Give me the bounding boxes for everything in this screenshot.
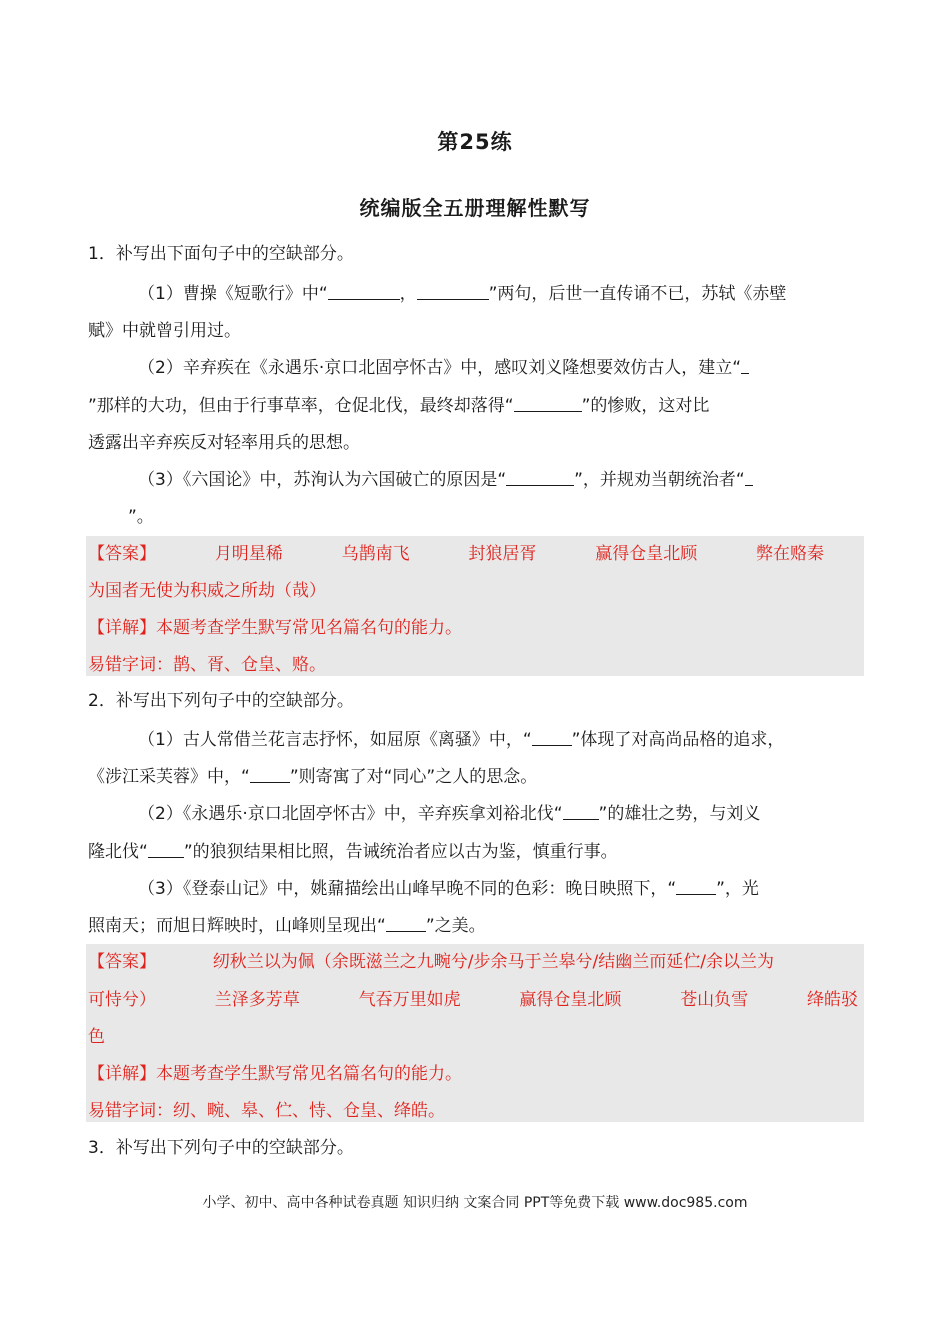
q2-sub1-text-c: 《涉江采芙蓉》中，“ (88, 767, 250, 787)
answer-blank[interactable] (148, 841, 184, 858)
answer-blank[interactable] (532, 729, 572, 746)
q2-answer-line3: 色 (88, 1027, 105, 1047)
answer-item: 苍山负雪 (680, 990, 749, 1010)
q1-sub3-line1 (138, 469, 753, 491)
q2-sub1-text-d: ”则寄寓了对“同心”之人的思念。 (289, 767, 538, 787)
q2-sub2-text-d: ”的狼狈结果相比照，告诫统治者应以古为鉴，慎重行事。 (183, 842, 618, 862)
q1-sub1-text-b: ”两句，后世一直传诵不已，苏轼《赤壁 (488, 284, 787, 304)
answer-blank[interactable] (563, 803, 599, 820)
answer-blank[interactable] (417, 283, 489, 300)
page-subtitle: 统编版全五册理解性默写 (359, 196, 591, 220)
q1-sub1-comma: ， (399, 284, 417, 304)
page-footer: 小学、初中、高中各种试卷真题 知识归纳 文案合同 PPT等免费下载 www.doc985.com (202, 1195, 748, 1211)
answer-item: 月明星稀 (214, 544, 283, 564)
answer-item: 兰泽多芳草 (214, 990, 300, 1010)
q1-sub2-line3: 透露出辛弃疾反对轻率用兵的思想。 (88, 433, 360, 453)
q1-sub2-text-c: ”的惨败，这对比 (581, 396, 710, 416)
q2-sub2-line2 (88, 841, 618, 863)
answer-item: 弊在赂秦 (756, 544, 825, 564)
q2-sub3-line1 (138, 878, 759, 900)
q1-sub3-text-a: （3）《六国论》中，苏洵认为六国破亡的原因是“ (138, 470, 507, 490)
q2-sub2-text-c: 隆北伐“ (88, 842, 148, 862)
q1-sub2-text-a: （2）辛弃疾在《永遇乐·京口北固亭怀古》中，感叹刘义隆想要效仿古人，建立“ (138, 358, 742, 378)
answer-blank[interactable] (514, 395, 582, 412)
answer-item: 纫秋兰以为佩（余既滋兰之九畹兮/步余马于兰皋兮/结幽兰而延伫/余以兰为 (212, 952, 774, 972)
answer-item: 乌鹊南飞 (341, 544, 410, 564)
q1-sub2-line2 (88, 395, 709, 417)
q1-stem: 1．补写出下面句子中的空缺部分。 (88, 244, 354, 264)
answer-item: 绛皓驳 (806, 990, 858, 1010)
q1-sub1-line1 (138, 283, 786, 305)
page-title: 第25练 (437, 130, 513, 154)
q1-answer-line2: 为国者无使为积威之所劫（哉） (88, 581, 326, 601)
q1-typos: 易错字词：鹊、胥、仓皇、赂。 (88, 655, 326, 675)
q2-sub1-line1 (138, 729, 784, 751)
q1-sub3-line2: ”。 (128, 507, 154, 527)
q1-sub1-text-a: （1）曹操《短歌行》中“ (138, 284, 328, 304)
q2-sub1-text-a: （1）古人常借兰花言志抒怀，如屈原《离骚》中，“ (138, 730, 532, 750)
q2-sub1-line2 (88, 766, 537, 788)
q2-sub2-text-b: ”的雄壮之势，与刘义 (598, 804, 761, 824)
answer-blank[interactable] (741, 357, 749, 374)
answer-blank[interactable] (676, 878, 716, 895)
answer-label: 【答案】 (88, 544, 156, 564)
q2-sub3-text-d: ”之美。 (425, 916, 486, 936)
answer-blank[interactable] (506, 469, 574, 486)
answer-item: 气吞万里如虎 (358, 990, 461, 1010)
answer-item: 可恃兮） (88, 990, 156, 1010)
q2-sub2-line1 (138, 803, 760, 825)
q2-sub3-text-b: ”，光 (716, 879, 759, 899)
q2-sub3-line2 (88, 915, 486, 937)
answer-item: 封狼居胥 (468, 544, 537, 564)
q1-detail: 【详解】本题考查学生默写常见名篇名句的能力。 (88, 618, 462, 638)
q2-sub3-text-c: 照南天；而旭日辉映时，山峰则呈现出“ (88, 916, 386, 936)
q2-typos: 易错字词：纫、畹、皋、伫、恃、仓皇、绛皓。 (88, 1101, 445, 1121)
q1-sub2-line1 (138, 357, 749, 379)
q2-detail: 【详解】本题考查学生默写常见名篇名句的能力。 (88, 1064, 462, 1084)
answer-label: 【答案】 (88, 952, 156, 972)
q2-answer-line1 (88, 951, 774, 973)
q2-sub1-text-b: ”体现了对高尚品格的追求， (571, 730, 785, 750)
answer-blank[interactable] (250, 766, 290, 783)
answer-blank[interactable] (328, 283, 400, 300)
answer-item: 赢得仓皇北顾 (595, 544, 698, 564)
answer-blank[interactable] (745, 469, 753, 486)
answer-item: 赢得仓皇北顾 (519, 990, 622, 1010)
q2-sub2-text-a: （2）《永遇乐·京口北固亭怀古》中，辛弃疾拿刘裕北伐“ (138, 804, 563, 824)
q1-sub1-line2: 赋》中就曾引用过。 (88, 321, 241, 341)
answer-blank[interactable] (386, 915, 426, 932)
q1-sub3-text-b: ”，并规劝当朝统治者“ (574, 470, 745, 490)
q2-stem: 2．补写出下列句子中的空缺部分。 (88, 691, 354, 711)
q1-answer-row (88, 543, 824, 565)
q3-stem: 3．补写出下列句子中的空缺部分。 (88, 1138, 354, 1158)
q2-sub3-text-a: （3）《登泰山记》中，姚鼐描绘出山峰早晚不同的色彩：晚日映照下，“ (138, 879, 677, 899)
q2-answer-line2 (88, 989, 858, 1011)
q1-sub2-text-b: ”那样的大功，但由于行事草率，仓促北伐，最终却落得“ (88, 396, 514, 416)
